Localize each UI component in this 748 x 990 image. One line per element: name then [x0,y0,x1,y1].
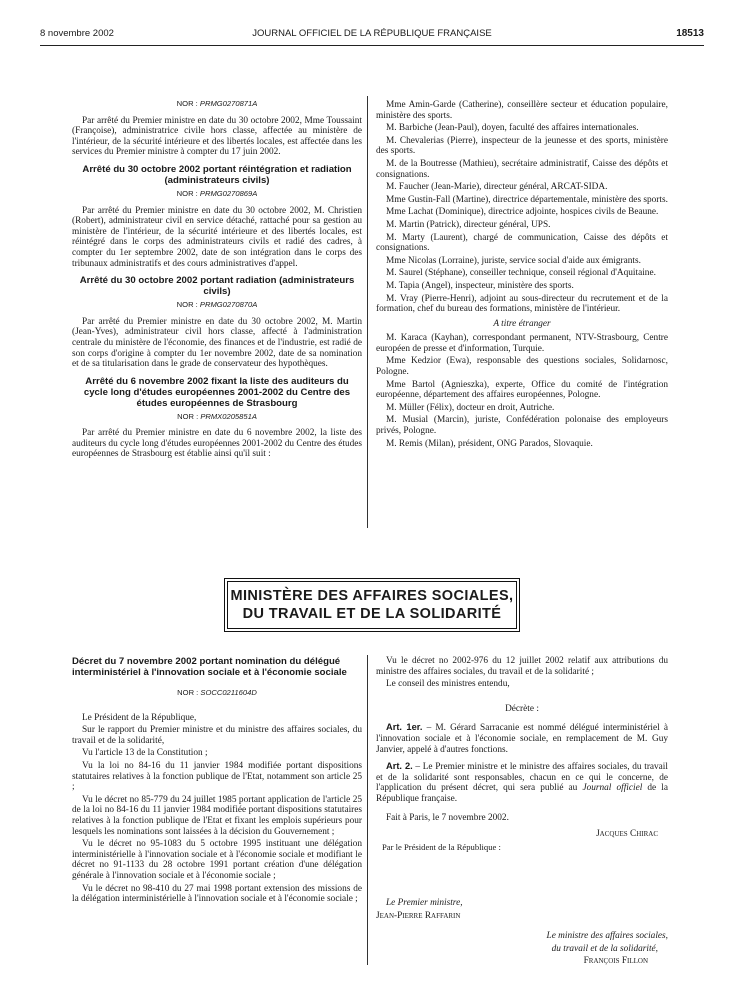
decree-left-column [72,656,362,907]
article-1: Art. 1er. – M. Gérard Sarracanie est nommé délégué interministériel à l'innovation sociale et à l'économie sociale, en remplacement de M. Guy Janvier, appelé à d'autres fonctions. [376,722,668,755]
list-item: M. Musial (Marcin), juriste, Confédération polonaise des employeurs privés, Pologne. [376,415,668,437]
nor-reference: NOR : PRMG0270870A [176,300,258,310]
list-item: Mme Lachat (Dominique), directrice adjointe, hospices civils de Beaune. [386,207,659,218]
minister-title-1: Le ministre des affaires sociales, [546,931,668,942]
par-le-president: Par le Président de la République : [382,841,501,852]
list-item: M. Müller (Félix), docteur en droit, Autriche. [386,402,555,413]
paragraph: Par arrêté du Premier ministre en date du 6 novembre 2002, la liste des auditeurs du cycle long d'études européennes 2001-2002 du Centre des études européennes de Strasbourg est établie ainsi qu'il suit : [72,428,362,460]
paragraph: Le Président de la République, [82,712,197,723]
list-item: M. Marty (Laurent), chargé de communication, Caisse des dépôts et consignations. [376,232,668,254]
paragraph: Vu le décret no 85-779 du 24 juillet 1985 portant application de l'article 25 de la loi no 84-16 du 11 janvier 1984 modifiée portant dispositions statutaires relatives à la fonction publique de l'Etat et fixant les emplois supérieurs pour lesquels les nominations sont laissées à la décision du Gouvernement ; [72,794,362,837]
list-item: Mme Gustin-Fall (Martine), directrice départementale, ministère des sports. [386,194,668,205]
list-item: M. Tapia (Angel), inspecteur, ministère des sports. [386,280,574,291]
fait-a-paris: Fait à Paris, le 7 novembre 2002. [386,812,509,823]
signatures-block [376,898,668,969]
article-title: Arrêté du 6 novembre 2002 fixant la liste des auditeurs du cycle long d'études européennes 2001-2002 du Centre des études européennes de Strasbourg [83,375,351,409]
paragraph: Par arrêté du Premier ministre en date du 30 octobre 2002, Mme Toussaint (Françoise), administratrice civile hors classe, affectée au ministère de l'intérieur, de la sécurité intérieure et des libertés locales, est affectée dans les services du Premier ministre à compter du 17 juin 2002. [72,115,362,158]
list-item: Mme Nicolas (Lorraine), juriste, service social d'aide aux émigrants. [386,255,641,266]
article-2: Art. 2. – Le Premier ministre et le ministre des affaires sociales, du travail et de la solidarité sont responsables, chacun en ce qui le concerne, de l'application du présent décret, qui sera publié au Journal officiel de la République française. [376,761,668,804]
minister-name: François Fillon [583,956,648,967]
decree-right-column [376,656,668,854]
paragraph: Sur le rapport du Premier ministre et du ministre des affaires sociales, du travail et de la solidarité, [72,725,362,746]
list-item: Mme Bartol (Agnieszka), experte, Office du comité de l'intégration européenne, département des affaires européennes, Pologne. [376,379,668,401]
paragraph: Le conseil des ministres entendu, [386,679,510,690]
article-title: Arrêté du 30 octobre 2002 portant radiation (administrateurs civils) [79,275,355,298]
list-item: M. de la Boutresse (Mathieu), secrétaire administratif, Caisse des dépôts et consignations. [376,158,668,180]
foreign-heading: A titre étranger [493,318,551,329]
signature-president: Jacques Chirac [596,829,658,840]
header-journal-title: JOURNAL OFFICIEL DE LA RÉPUBLIQUE FRANÇAISE [252,28,492,39]
nor-reference: NOR : SOCC0211604D [177,688,257,697]
decree-title: Décret du 7 novembre 2002 portant nomination du délégué interministériel à l'innovation sociale et à l'économie sociale [72,656,347,678]
list-item: M. Karaca (Kayhan), correspondant permanent, NTV-Strasbourg, Centre européen de presse et d'information, Turquie. [376,333,668,354]
left-column-top [72,96,362,462]
list-item: Mme Amin-Garde (Catherine), conseillère secteur et éducation populaire, ministère des sports. [376,100,668,121]
paragraph: Vu le décret no 2002-976 du 12 juillet 2002 relatif aux attributions du ministre des affaires sociales, du travail et de la solidarité ; [376,656,668,677]
paragraph: Par arrêté du Premier ministre en date du 30 octobre 2002, M. Christien (Robert), administrateur civil en service détaché, rattaché pour sa gestion au ministère de l'intérieur, de la sécurité intérieure et des libertés locales, est réintégré dans le corps des administrateurs civils et radié des cadres, à compter du 1er septembre 2002, date de son intégration dans le corps des tribunaux administratifs et des cours administratives d'appel. [72,205,362,269]
nor-reference: NOR : PRMX0205851A [177,411,257,421]
paragraph: Par arrêté du Premier ministre en date du 30 octobre 2002, M. Martin (Jean-Yves), administrateur civil hors classe, affecté à l'administration centrale du ministère de l'économie, des finances et de l'industrie, est radié de son corps d'origine à compter du 1er novembre 2002, date de sa nomination et de sa titularisation dans le grade de conservateur des hypothèques. [72,316,362,370]
article-title: Arrêté du 30 octobre 2002 portant réintégration et radiation (administrateurs civils) [82,163,352,186]
list-item: M. Chevalerias (Pierre), inspecteur de la jeunesse et des sports, ministère des sports. [376,135,668,157]
nor-reference: NOR : PRMG0270871A [176,99,258,108]
list-item: M. Vray (Pierre-Henri), adjoint au sous-directeur du recrutement et de la formation, chef du bureau des formations, ministère de l'intérieur. [376,293,668,315]
column-divider-bottom [367,655,368,965]
column-divider-top [367,96,368,528]
minister-title-2: du travail et de la solidarité, [551,943,658,954]
header-page-number: 18513 [676,28,704,39]
header-rule [40,45,704,46]
list-item: M. Martin (Patrick), directeur général, UPS. [386,219,551,230]
paragraph: Vu le décret no 98-410 du 27 mai 1998 portant extension des missions de la délégation interministérielle à l'innovation sociale et à l'économie sociale ; [72,883,362,905]
list-item: M. Barbiche (Jean-Paul), doyen, faculté des affaires internationales. [386,123,639,134]
list-item: Mme Kedzior (Ewa), responsable des questions sociales, Solidarnosc, Pologne. [376,356,668,378]
page-header [40,28,704,44]
right-column-top [376,100,668,451]
ministry-line-1: MINISTÈRE DES AFFAIRES SOCIALES, [230,588,514,604]
paragraph: Vu le décret no 95-1083 du 5 octobre 1995 instituant une délégation interministérielle à l'innovation sociale et à l'économie sociale et modifiant le décret no 91-1133 du 28 octobre 1991 portant création d'une délégation générale à l'innovation sociale et à l'économie sociale ; [72,839,362,881]
paragraph: Vu la loi no 84-16 du 11 janvier 1984 modifiée portant dispositions statutaires relatives à la fonction publique de l'Etat, notamment son article 25 ; [72,760,362,793]
list-item: M. Faucher (Jean-Marie), directeur général, ARCAT-SIDA. [386,182,608,193]
paragraph: Vu l'article 13 de la Constitution ; [82,748,208,759]
header-date: 8 novembre 2002 [40,28,114,39]
pm-title: Le Premier ministre, [386,898,463,908]
nor-reference: NOR : PRMG0270869A [176,188,258,198]
pm-name: Jean-Pierre Raffarin [376,910,461,921]
decrete-heading: Décrète : [505,703,539,714]
list-item: M. Remis (Milan), président, ONG Parados, Slovaquie. [386,438,593,449]
ministry-line-2: DU TRAVAIL ET DE LA SOLIDARITÉ [242,606,502,622]
ministry-heading-box [227,581,517,629]
list-item: M. Saurel (Stéphane), conseiller technique, conseil régional d'Aquitaine. [386,268,656,279]
